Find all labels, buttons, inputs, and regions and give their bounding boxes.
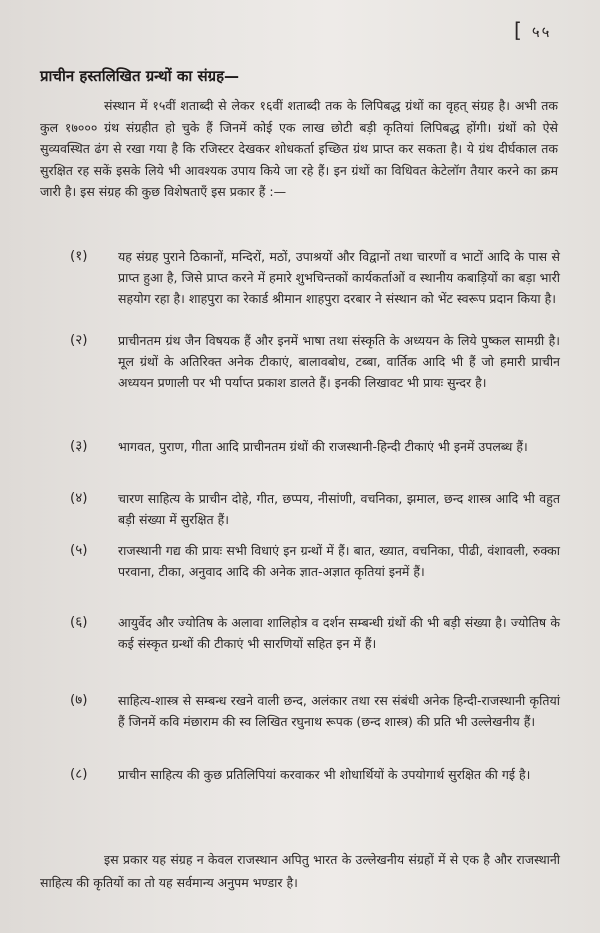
item-number: (८) [70,766,88,782]
intro-paragraph: संस्थान में १५वीं शताब्दी से लेकर १६वीं शताब्दी तक के लिपिबद्ध ग्रंथों का वृहत् संग्रह है। अभी तक कुल १७००० ग्रंथ संग्रहीत हो चुके हैं जिनमें कोई एक लाख छोटी बड़ी कृतियां लिपिबद्ध होंगी। ग्रंथों को ऐसे सुव्यवस्थित ढंग से रखा गया है कि रजिस्टर देखकर शोधकर्ता इच्छित ग्रंथ प्राप्त कर सकता है। ये ग्रंथ दीर्घकाल तक सुरक्षित रह सकें इसके लिये भी आवश्यक उपाय किये जा रहे हैं। इन ग्रंथों का विधिवत केटेलॉग तैयार करने का क्रम जारी है। इस संग्रह की कुछ विशेषताएँ इस प्रकार हैं :— [40,98,558,199]
section-heading: प्राचीन हस्तलिखित ग्रन्थों का संग्रह— [40,67,240,85]
list-item [70,690,560,764]
item-text: प्राचीन साहित्य की कुछ प्रतिलिपियां करवाकर भी शोधार्थियों के उपयोगार्थ सुरक्षित की गई है। [118,767,531,782]
list-item [70,330,560,436]
list-item [70,488,560,540]
item-text: यह संग्रह पुराने ठिकानों, मन्दिरों, मठों, उपाश्रयों और विद्वानों तथा चारणों व भाटों आदि के पास से प्राप्त हुआ है, जिसे प्राप्त करने में हमारे शुभचिन्तकों कार्यकर्ताओं व स्थानीय कबाड़ियों का बड़ा भारी सहयोग रहा है। शाहपुरा का रेकार्ड श्रीमान शाहपुरा दरबार ने संस्थान को भेंट स्वरूप प्रदान किया है। [118,249,560,306]
list-item [70,612,560,690]
item-number: (७) [70,692,88,708]
item-number: (३) [70,438,88,454]
list-item [70,246,560,330]
list-item [70,764,560,816]
item-text: भागवत, पुराण, गीता आदि प्राचीनतम ग्रंथों की राजस्थानी-हिन्दी टीकाएं भी इनमें उपलब्ध हैं। [118,439,528,454]
item-text: आयुर्वेद और ज्योतिष के अलावा शालिहोत्र व दर्शन सम्बन्धी ग्रंथों की भी बड़ी संख्या है। ज्योतिष के कई संस्कृत ग्रन्थों की टीकाएं भी सारणियों सहित इन में हैं। [118,615,560,651]
item-number: (४) [70,490,88,506]
page-bracket: [ [514,18,524,42]
item-text: राजस्थानी गद्य की प्रायः सभी विधाएं इन ग्रन्थों में हैं। बात, ख्यात, वचनिका, पीढी, वंशावली, रुक्का परवाना, टीका, अनुवाद आदि की अनेक ज्ञात-अज्ञात कृतियां इनमें हैं। [118,543,560,579]
list-item [70,436,560,488]
item-number: (१) [70,248,88,264]
item-number: (५) [70,542,88,558]
item-number: (६) [70,614,88,630]
feature-list [70,246,560,816]
conclusion-paragraph: इस प्रकार यह संग्रह न केवल राजस्थान अपितु भारत के उल्लेखनीय संग्रहों में से एक है और राजस्थानी साहित्य की कृतियों का तो यह सर्वमान्य अनुपम भण्डार है। [40,852,560,890]
list-item [70,540,560,612]
page-number-value: ५५ [531,23,552,41]
item-text: साहित्य-शास्त्र से सम्बन्ध रखने वाली छन्द, अलंकार तथा रस संबंधी अनेक हिन्दी-राजस्थानी कृतियां हैं जिनमें कवि मंछाराम की स्व लिखित रघुनाथ रूपक (छन्द शास्त्र) की प्रति भी उल्लेखनीय हैं। [118,693,560,729]
page-number [514,18,551,42]
item-text: प्राचीनतम ग्रंथ जैन विषयक हैं और इनमें भाषा तथा संस्कृति के अध्ययन के लिये पुष्कल सामग्री है। मूल ग्रंथों के अतिरिक्त अनेक टीकाएं, बालावबोध, टब्बा, वार्तिक आदि भी हैं जो हमारी प्राचीन अध्ययन प्रणाली पर भी पर्याप्त प्रकाश डालते हैं। इनकी लिखावट भी प्रायः सुन्दर है। [118,333,560,390]
item-text: चारण साहित्य के प्राचीन दोहे, गीत, छप्पय, नीसांणी, वचनिका, झमाल, छन्द शास्त्र आदि भी वहुत बड़ी संख्या में सुरक्षित हैं। [118,491,560,527]
item-number: (२) [70,332,88,348]
